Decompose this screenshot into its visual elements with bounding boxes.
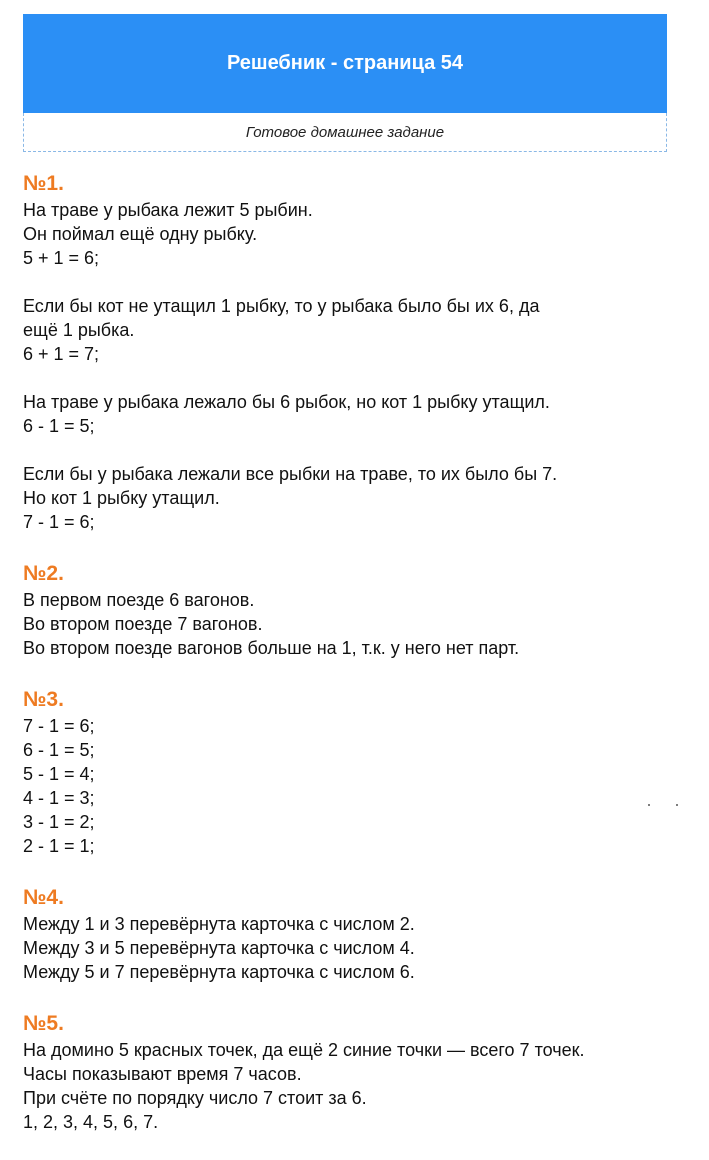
solution-line: 6 - 1 = 5; — [23, 740, 95, 760]
task-number: №5. — [23, 1012, 64, 1035]
stray-dot — [676, 804, 678, 806]
paragraph-gap — [23, 438, 693, 462]
solution-line: Между 5 и 7 перевёрнута карточка с числом 6. — [23, 962, 415, 982]
paragraph-gap — [23, 270, 693, 294]
task-number: №1. — [23, 172, 64, 195]
solution-line: 2 - 1 = 1; — [23, 836, 95, 856]
solution-line: 6 - 1 = 5; — [23, 416, 95, 436]
solution-line: На траве у рыбака лежало бы 6 рыбок, но кот 1 рыбку утащил. — [23, 392, 550, 412]
task-number: №3. — [23, 688, 64, 711]
paragraph-gap — [23, 366, 693, 390]
stray-dot — [648, 804, 650, 806]
solution-line: В первом поезде 6 вагонов. — [23, 590, 255, 610]
solution-line: Во втором поезде вагонов больше на 1, т.к. у него нет парт. — [23, 638, 520, 658]
page-subtitle-box — [23, 113, 667, 152]
solution-line: При счёте по порядку число 7 стоит за 6. — [23, 1088, 367, 1108]
solution-line: 1, 2, 3, 4, 5, 6, 7. — [23, 1112, 159, 1132]
solution-line: Если бы кот не утащил 1 рыбку, то у рыбака было бы их 6, да — [23, 296, 540, 316]
task-section — [23, 1010, 693, 1134]
solution-line: Часы показывают время 7 часов. — [23, 1064, 302, 1084]
solution-line: Но кот 1 рыбку утащил. — [23, 488, 220, 508]
task-number: №2. — [23, 562, 64, 585]
solution-line: Он поймал ещё одну рыбку. — [23, 224, 258, 244]
task-section — [23, 884, 693, 984]
page-header — [23, 14, 667, 113]
solution-line: 3 - 1 = 2; — [23, 812, 95, 832]
solution-line: 7 - 1 = 6; — [23, 716, 95, 736]
solution-line: 6 + 1 = 7; — [23, 344, 100, 364]
solution-line: Между 1 и 3 перевёрнута карточка с числом 2. — [23, 914, 415, 934]
task-number: №4. — [23, 886, 64, 909]
solution-line: 7 - 1 = 6; — [23, 512, 95, 532]
solution-line: ещё 1 рыбка. — [23, 320, 135, 340]
solutions-content — [23, 170, 693, 1160]
task-section — [23, 170, 693, 534]
task-section — [23, 686, 693, 858]
solution-line: На траве у рыбака лежит 5 рыбин. — [23, 200, 313, 220]
page-title: Решебник - страница 54 — [226, 52, 464, 74]
solution-line: Если бы у рыбака лежали все рыбки на траве, то их было бы 7. — [23, 464, 558, 484]
solution-line: Во втором поезде 7 вагонов. — [23, 614, 263, 634]
solution-line: 5 - 1 = 4; — [23, 764, 95, 784]
solution-line: Между 3 и 5 перевёрнута карточка с числом 4. — [23, 938, 415, 958]
solution-line: 5 + 1 = 6; — [23, 248, 100, 268]
task-section — [23, 560, 693, 660]
solution-line: 4 - 1 = 3; — [23, 788, 95, 808]
page-subtitle: Готовое домашнее задание — [245, 123, 445, 141]
solution-line: На домино 5 красных точек, да ещё 2 синие точки — всего 7 точек. — [23, 1040, 585, 1060]
